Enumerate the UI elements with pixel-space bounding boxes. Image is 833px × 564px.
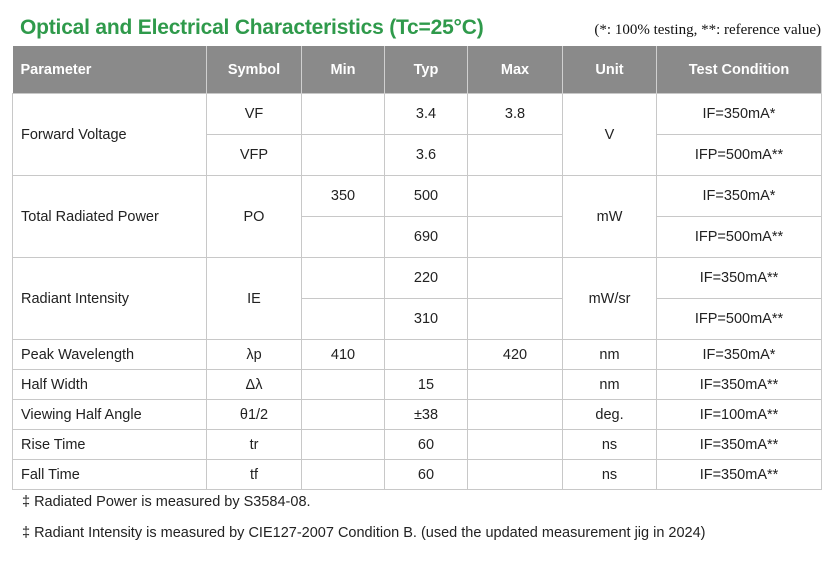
condition-cell: IF=350mA*: [657, 176, 822, 217]
unit-cell: nm: [563, 340, 657, 370]
min-cell: [302, 299, 385, 340]
footnote-radiated-power: [22, 494, 311, 510]
symbol-cell: θ1/2: [207, 400, 302, 430]
condition-cell: IFP=500mA**: [657, 299, 822, 340]
min-cell: [302, 400, 385, 430]
table-row: [13, 176, 822, 217]
header-parameter: Parameter: [13, 46, 207, 94]
condition-cell: IF=350mA*: [657, 340, 822, 370]
typ-cell: 60: [385, 430, 468, 460]
max-cell: [468, 258, 563, 299]
unit-cell: mW/sr: [563, 258, 657, 340]
typ-cell: 60: [385, 460, 468, 490]
header-min: Min: [302, 46, 385, 94]
typ-cell: 220: [385, 258, 468, 299]
header-test-condition: Test Condition: [657, 46, 822, 94]
typ-cell: 310: [385, 299, 468, 340]
typ-cell: 690: [385, 217, 468, 258]
typ-cell: 3.6: [385, 135, 468, 176]
unit-cell: mW: [563, 176, 657, 258]
min-cell: [302, 258, 385, 299]
condition-cell: IF=350mA**: [657, 258, 822, 299]
max-cell: [468, 430, 563, 460]
max-cell: 420: [468, 340, 563, 370]
condition-cell: IF=100mA**: [657, 400, 822, 430]
header-typ: Typ: [385, 46, 468, 94]
param-peak-wavelength: Peak Wavelength: [13, 340, 207, 370]
min-cell: [302, 135, 385, 176]
symbol-cell: Δλ: [207, 370, 302, 400]
max-cell: [468, 135, 563, 176]
typ-cell: 3.4: [385, 94, 468, 135]
param-forward-voltage: Forward Voltage: [13, 94, 207, 176]
min-cell: [302, 460, 385, 490]
unit-cell: nm: [563, 370, 657, 400]
header-unit: Unit: [563, 46, 657, 94]
footnote-radiant-intensity: [22, 525, 706, 541]
symbol-cell: VF: [207, 94, 302, 135]
min-cell: [302, 430, 385, 460]
symbol-cell: tf: [207, 460, 302, 490]
max-cell: [468, 400, 563, 430]
table-row: [13, 370, 822, 400]
header-row: [13, 46, 822, 94]
symbol-cell: λp: [207, 340, 302, 370]
param-rise-time: Rise Time: [13, 430, 207, 460]
max-cell: 3.8: [468, 94, 563, 135]
min-cell: 410: [302, 340, 385, 370]
unit-cell: ns: [563, 430, 657, 460]
condition-cell: IFP=500mA**: [657, 217, 822, 258]
unit-cell: deg.: [563, 400, 657, 430]
condition-cell: IF=350mA**: [657, 430, 822, 460]
symbol-cell: tr: [207, 430, 302, 460]
testing-note: (*: 100% testing, **: reference value): [594, 22, 821, 38]
max-cell: [468, 176, 563, 217]
table-row: [13, 258, 822, 299]
param-half-width: Half Width: [13, 370, 207, 400]
min-cell: 350: [302, 176, 385, 217]
min-cell: [302, 217, 385, 258]
condition-cell: IF=350mA**: [657, 370, 822, 400]
characteristics-table: [12, 46, 822, 490]
max-cell: [468, 460, 563, 490]
footnote-text: Radiated Power is measured by S3584-08.: [34, 494, 311, 510]
table-row: [13, 400, 822, 430]
typ-cell: 15: [385, 370, 468, 400]
min-cell: [302, 94, 385, 135]
header-symbol: Symbol: [207, 46, 302, 94]
table-row: [13, 340, 822, 370]
min-cell: [302, 370, 385, 400]
symbol-cell: PO: [207, 176, 302, 258]
unit-cell: V: [563, 94, 657, 176]
max-cell: [468, 299, 563, 340]
symbol-cell: IE: [207, 258, 302, 340]
param-viewing-half-angle: Viewing Half Angle: [13, 400, 207, 430]
double-dagger-icon: ‡: [22, 494, 31, 510]
condition-cell: IF=350mA**: [657, 460, 822, 490]
param-fall-time: Fall Time: [13, 460, 207, 490]
typ-cell: 500: [385, 176, 468, 217]
typ-cell: [385, 340, 468, 370]
condition-cell: IF=350mA*: [657, 94, 822, 135]
page-title: Optical and Electrical Characteristics (Tc=25°C): [20, 16, 484, 39]
param-radiant-intensity: Radiant Intensity: [13, 258, 207, 340]
table-row: [13, 460, 822, 490]
max-cell: [468, 217, 563, 258]
double-dagger-icon: ‡: [22, 525, 31, 541]
header-max: Max: [468, 46, 563, 94]
condition-cell: IFP=500mA**: [657, 135, 822, 176]
typ-cell: ±38: [385, 400, 468, 430]
symbol-cell: VFP: [207, 135, 302, 176]
footnote-text: Radiant Intensity is measured by CIE127-2007 Condition B. (used the updated measurement jig in 2024): [34, 525, 706, 541]
max-cell: [468, 370, 563, 400]
table-row: [13, 94, 822, 135]
param-total-radiated-power: Total Radiated Power: [13, 176, 207, 258]
unit-cell: ns: [563, 460, 657, 490]
table-row: [13, 430, 822, 460]
